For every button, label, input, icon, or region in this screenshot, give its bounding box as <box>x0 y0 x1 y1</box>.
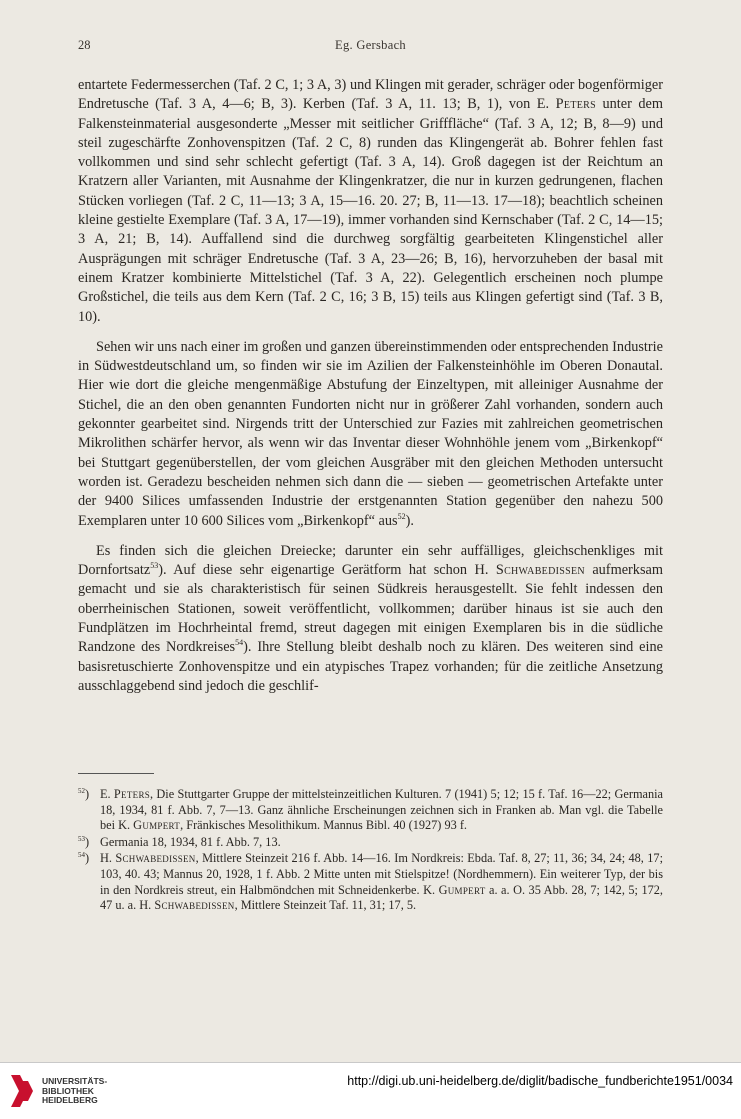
text-run: ). Ihre Stellung bleibt deshalb noch zu klären. Des weiteren sind eine basisretuschierte Zonhovenspitze und ein atypisches Trapez vorhanden; für die zeitliche Ansetzung ausschlaggebend sind jedoch die geschlif- <box>78 639 663 694</box>
footnote <box>78 835 663 851</box>
text-run: H. <box>100 851 116 866</box>
viewer-footer <box>0 1062 741 1119</box>
footnote-number: $^{52}$) <box>78 787 90 801</box>
text-run: a. a. O. 35 Abb. 28, 7; 142, 5; 172, 47 u. a. H. <box>100 882 664 913</box>
text-run: , Die Stuttgarter Gruppe der mittelsteinzeitlichen Kulturen. 7 (1941) 5; 12; 15 f. Taf. 16—22; Germania 18, 1934, 81 f. Abb. 7, 7—13. Ganz ähnliche Erscheinungen zeichnen sich in Franken ab. Man vgl. die Tabelle bei K. <box>100 787 663 833</box>
text-run: , Mittlere Steinzeit Taf. 11, 31; 17, 5. <box>234 898 417 913</box>
footnote-reference: 53 <box>150 561 159 571</box>
text-run: ). <box>405 512 414 529</box>
logo-text-line: BIBLIOTHEK <box>42 1085 94 1096</box>
author-name: Peters <box>555 96 596 113</box>
logo-text-line: UNIVERSITÄTS- <box>42 1076 108 1086</box>
footnote-reference: 52 <box>397 511 406 521</box>
text-run: entartete Federmesserchen (Taf. 2 C, 1; 3 A, 3) und Klingen mit gerader, schräger oder bogenförmiger Endretusche (Taf. 3 A, 4—6; B, 3). Kerben (Taf. 3 A, 11. 13; B, 1), von E. <box>78 77 663 113</box>
paragraph <box>78 76 663 327</box>
page-number: 28 <box>78 38 91 52</box>
footnote-reference: 54 <box>235 638 244 648</box>
footnote-text <box>100 851 663 912</box>
footnote-number: $^{53}$) <box>78 834 90 849</box>
footnote <box>78 787 663 834</box>
running-head: Eg. Gersbach <box>335 38 406 52</box>
text-run: , Fränkisches Mesolithikum. Mannus Bibl. 40 (1927) 93 f. <box>180 818 468 833</box>
author-name: Gumpert <box>133 818 181 833</box>
library-logo[interactable] <box>8 1073 128 1109</box>
logo-text-line: HEIDELBERG <box>42 1095 98 1105</box>
footnote-text <box>100 835 281 849</box>
footnote-number-value: 52 <box>78 787 85 795</box>
paragraph <box>78 542 663 696</box>
text-run: Sehen wir uns nach einer im großen und ganzen übereinstimmenden oder entsprechenden Industrie in Südwestdeutschland um, so finden wir sie im Azilien der Falkensteinhöhle im Oberen Donautal. Hier wie dort die gleiche mengenmäßige Abstufung der Einzeltypen, mit alleiniger Ausnahme der Stichel, die an den oben genannten Fundorten nicht nur in größerer Zahl vorhanden, sondern auch gekonnter gearbeitet sind. Nirgends tritt der Unterschied zur Fazies mit zahlreichen geometrischen Mikrolithen schärfer hervor, als wenn wir das Inventar dieser Wohnhöhle jenem vom „Birkenkopf“ bei Stuttgart gegenüberstellen, der vom gleichen Ausgräber mit den gleichen Methoden untersucht worden ist. Geradezu bescheiden nehmen sich dann die — sieben — geometrischen Artefakte unter der 9400 Silices umfassenden Industrie der erstgenannten Station gegenüber den nahezu 500 Exemplaren unter 10 600 Silices vom „Birkenkopf“ aus <box>78 338 663 529</box>
author-name: Schwabedissen <box>495 562 585 579</box>
footnote-number-value: 53 <box>78 834 85 843</box>
text-run: E. <box>100 787 114 801</box>
page-header <box>78 38 663 58</box>
text-run: Germania 18, 1934, 81 f. Abb. 7, 13. <box>100 834 281 849</box>
body-text <box>78 76 663 696</box>
author-name: Peters <box>113 787 151 801</box>
text-run: ). Auf diese sehr eigenartige Gerätform hat schon H. <box>158 562 496 579</box>
text-run: aufmerksam gemacht und sie als charakteristisch für seinen Südkreis herausgestellt. Sie fehlt indessen den oberrheinischen Stationen, soweit veröffentlicht, vollkommen; darüber hinaus ist sie auch den Fundplätzen im Hochrheintal fremd, streut dagegen mit einigen Exemplaren bis in die südliche Randzone des Nordkreises <box>78 562 663 656</box>
paragraph <box>78 338 663 531</box>
author-name: Gumpert <box>438 882 486 897</box>
footnote-text <box>100 787 663 832</box>
document-url[interactable]: http://digi.ub.uni-heidelberg.de/diglit/badische_fundberichte1951/0034 <box>347 1074 733 1088</box>
footnote-separator <box>78 773 154 774</box>
footnote <box>78 851 663 913</box>
text-run: Es finden sich die gleichen Dreiecke; darunter ein sehr auffälliges, gleichschenkliges mit Dornfortsatz <box>78 542 663 579</box>
author-name: Schwabedissen <box>154 898 235 913</box>
footnote-number: $^{54}$) <box>78 851 90 866</box>
library-logo-icon <box>8 1073 36 1109</box>
text-run: , Mittlere Steinzeit 216 f. Abb. 14—16. Im Nordkreis: Ebda. Taf. 8, 27; 11, 36; 34, 24; 48, 17; 103, 40. 43; Mannus 20, 1928, 1 f. Abb. 2 Mitte unten mit Stielspitze! (Nordhemmern). Ein weiterer Typ, der bis in den Nordkreis streut, ein Halbmöndchen mit Schneidenkerbe. K. <box>100 851 663 897</box>
footnotes <box>78 787 663 915</box>
library-logo-text <box>42 1077 107 1106</box>
text-run: unter dem Falkensteinmaterial ausgesonderte „Messer mit seitlicher Grifffläche“ (Taf. 3 A, 12; B, 8—9) und steil zugeschärfte Zonhovenspitzen (Taf. 2 C, 8) runden das Klingengerät ab. Bohrer fehlen fast vollkommen und sind sehr schlecht gefertigt (Taf. 3 A, 14). Groß dagegen ist der Reichtum an Kratzern aller Varianten, mit Ausnahme der Klingenkratzer, die nur in kurzen gedrungenen, flachen Stücken vorliegen (Taf. 2 C, 11—13; 3 A, 15—16. 20. 27; B, 11—13. 17—18); beachtlich scheinen kleine gestielte Exemplare (Taf. 3 A, 17—19), immer vorhanden sind Kernschaber (Taf. 2 C, 14—15; 3 A, 21; B, 14). Auffallend sind die durchweg sorgfältig gearbeiteten Klingenstichel aller Ausprägungen mit schräger Endretusche (Taf. 3 A, 23—26; B, 16), hervorzuheben der basal mit einem Kratzer kombinierte Mittelstichel (Taf. 3 A, 22). Gelegentlich erscheinen noch plumpe Großstichel, die teils aus dem Kern (Taf. 2 C, 16; 3 B, 15) teils aus Klingen gefertigt sind (Taf. 3 B, 10). <box>78 96 664 325</box>
author-name: Schwabedissen <box>115 851 196 866</box>
footnote-number-value: 54 <box>78 851 85 860</box>
